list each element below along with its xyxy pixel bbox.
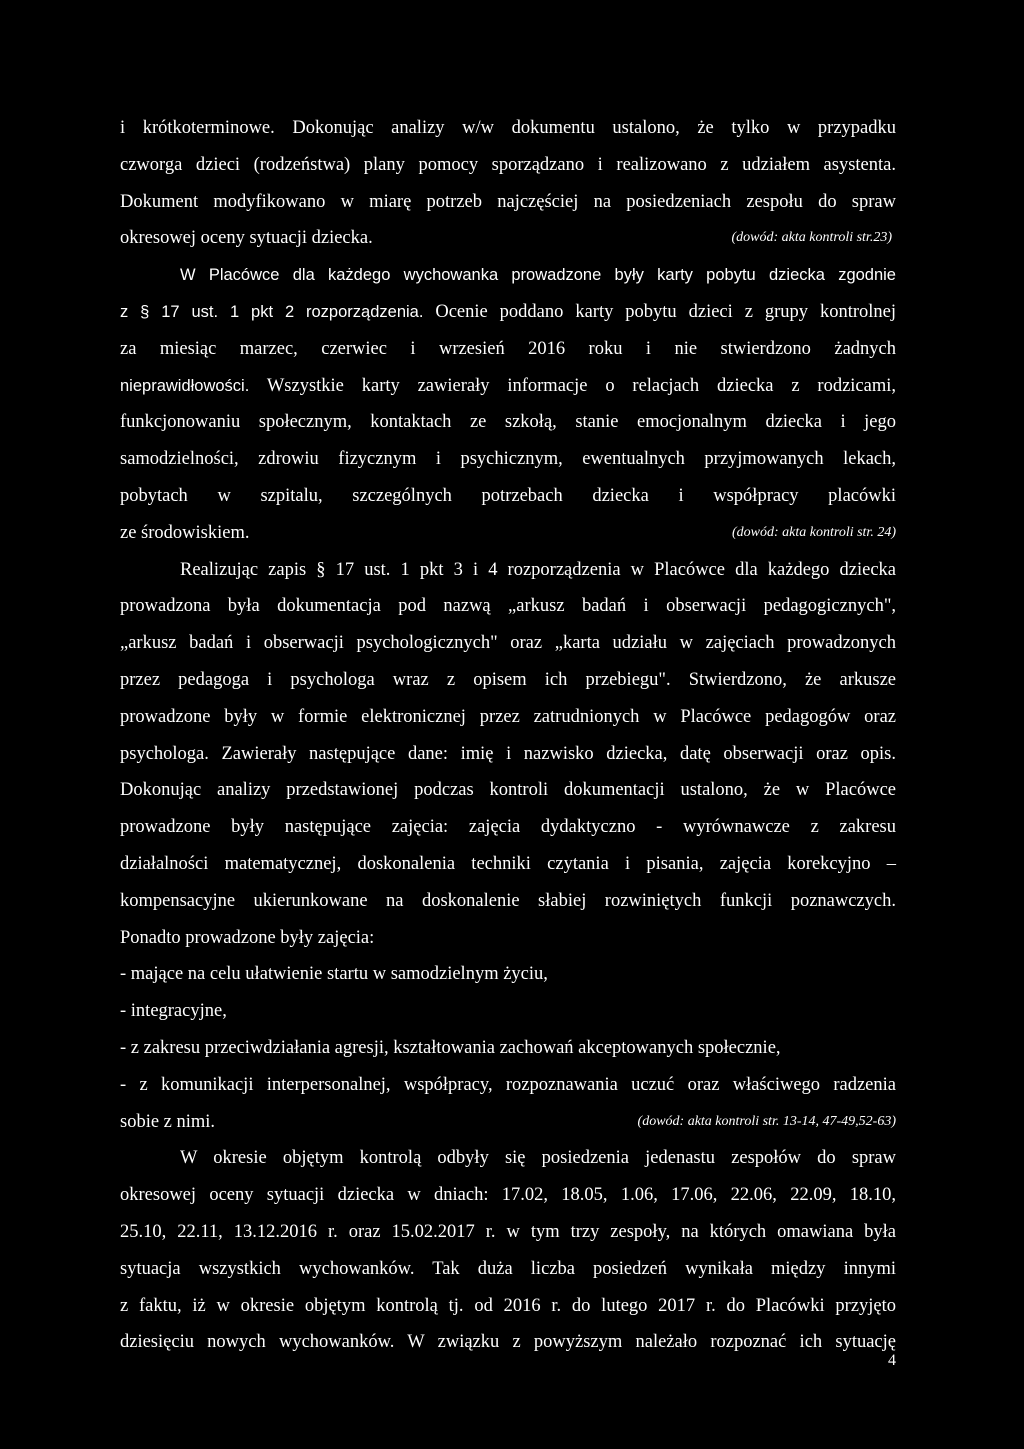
text-line: pobytach w szpitalu, szczególnych potrzebach dziecka i współpracy placówki (120, 485, 896, 506)
text-line: przez pedagoga i psychologa wraz z opisem ich przebiegu". Stwierdzono, że arkusze (120, 669, 896, 690)
paragraph-4 (120, 1140, 896, 1361)
text-line: psychologa. Zawierały następujące dane: imię i nazwisko dziecka, datę obserwacji oraz opis. (120, 743, 896, 764)
text-line: ze środowiskiem. (120, 522, 250, 543)
text-line: prowadzone były następujące zajęcia: zajęcia dydaktyczno - wyrównawcze z zakresu (120, 817, 896, 838)
text-line: W okresie objętym kontrolą odbyły się posiedzenia jedenastu zespołów do spraw (180, 1148, 896, 1169)
evidence-reference: (dowód: akta kontroli str. 13-14, 47-49,52-63) (637, 1113, 896, 1129)
list-item: - z zakresu przeciwdziałania agresji, kształtowania zachowań akceptowanych społecznie, (120, 1037, 781, 1058)
text-line: Dokonując analizy przedstawionej podczas kontroli dokumentacji ustalono, że w Placówce (120, 780, 896, 801)
evidence-reference: (dowód: akta kontroli str. 24) (732, 524, 896, 540)
text-line: czworga dzieci (rodzeństwa) plany pomocy sporządzano i realizowano z udziałem asystenta. (120, 154, 896, 175)
text-line: prowadzone były w formie elektronicznej przez zatrudnionych w Placówce pedagogów oraz (120, 706, 896, 727)
text-fragment: z § 17 ust. 1 pkt 2 rozporządzenia. (120, 302, 424, 321)
text-line: Ponadto prowadzone były zajęcia: (120, 927, 375, 948)
activity-list (120, 956, 896, 1103)
text-line: sytuacja wszystkich wychowanków. Tak duża liczba posiedzeń wynikała między innymi (120, 1258, 896, 1279)
text-line: i krótkoterminowe. Dokonując analizy w/w dokumentu ustalono, że tylko w przypadku (120, 118, 896, 138)
text-line: sobie z nimi. (120, 1111, 216, 1132)
text-line: za miesiąc marzec, czerwiec i wrzesień 2016 roku i nie stwierdzono żadnych (120, 338, 896, 359)
text-fragment: Ocenie poddano karty pobytu dzieci z grupy kontrolnej (435, 301, 896, 322)
text-line: funkcjonowaniu społecznym, kontaktach ze szkołą, stanie emocjonalnym dziecka i jego (120, 412, 896, 433)
paragraph-3 (120, 552, 896, 1141)
text-fragment: Wszystkie karty zawierały informacje o relacjach dziecka z rodzicami, (266, 375, 896, 396)
list-item: - integracyjne, (120, 1001, 227, 1022)
text-line (120, 368, 896, 405)
text-line: z faktu, iż w okresie objętym kontrolą tj. od 2016 r. do lutego 2017 r. do Placówki przyjęto (120, 1295, 896, 1316)
text-line: dziesięciu nowych wychowanków. W związku z powyższym należało rozpoznać ich sytuację (120, 1332, 896, 1353)
text-line: Realizując zapis § 17 ust. 1 pkt 3 i 4 rozporządzenia w Placówce dla każdego dziecka (180, 559, 896, 580)
paragraph-1 (120, 110, 896, 257)
text-line: samodzielności, zdrowiu fizycznym i psychicznym, ewentualnych przyjmowanych lekach, (120, 449, 896, 470)
text-line-with-evidence (120, 515, 896, 552)
text-line: prowadzona była dokumentacja pod nazwą „arkusz badań i obserwacji pedagogicznych", (120, 596, 896, 617)
page-number: 4 (888, 1352, 896, 1369)
list-item: - mające na celu ułatwienie startu w samodzielnym życiu, (120, 964, 548, 985)
text-line: okresowej oceny sytuacji dziecka. (120, 228, 373, 249)
paragraph-2 (120, 257, 896, 551)
list-item: - z komunikacji interpersonalnej, współpracy, rozpoznawania uczuć oraz właściwego radzenia (120, 1074, 896, 1095)
text-line: działalności matematycznej, doskonalenia techniki czytania i pisania, zajęcia korekcyjno – (120, 853, 896, 874)
text-line: kompensacyjne ukierunkowane na doskonalenie słabiej rozwiniętych funkcji poznawczych. (120, 890, 896, 911)
text-line-with-evidence (120, 1104, 896, 1141)
text-line: „arkusz badań i obserwacji psychologicznych" oraz „karta udziału w zajęciach prowadzonych (120, 633, 896, 654)
text-line: W Placówce dla każdego wychowanka prowadzone były karty pobytu dziecka zgodnie (180, 266, 896, 285)
evidence-reference: (dowód: akta kontroli str.23) (731, 230, 892, 246)
text-line-with-evidence (120, 220, 896, 257)
text-line: Dokument modyfikowano w miarę potrzeb najczęściej na posiedzeniach zespołu do spraw (120, 191, 896, 212)
text-line: okresowej oceny sytuacji dziecka w dniach: 17.02, 18.05, 1.06, 17.06, 22.06, 22.09, 18.10, (120, 1185, 896, 1206)
document-page (120, 110, 896, 1361)
text-fragment: nieprawidłowości. (120, 376, 250, 395)
text-line (120, 294, 896, 331)
text-line: 25.10, 22.11, 13.12.2016 r. oraz 15.02.2017 r. w tym trzy zespoły, na których omawiana była (120, 1221, 896, 1242)
